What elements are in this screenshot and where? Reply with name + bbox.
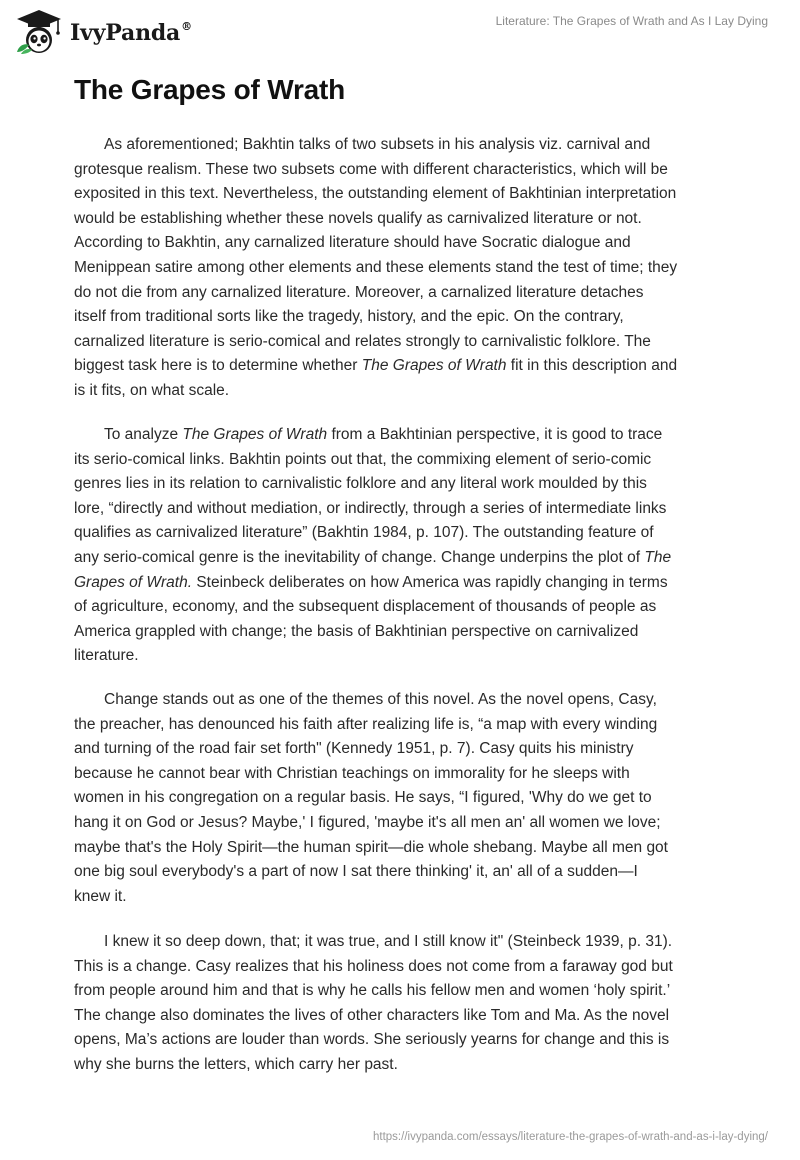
text-line: qualifies as carnivalized literature” (Bakhtin 1984, p. 107). The outstanding feature of: [74, 524, 654, 542]
text-line: from people around him and that is why he calls his fellow men and women ‘holy spirit.’: [74, 982, 671, 1000]
paragraph: [74, 930, 673, 1078]
text-line: lore, “directly and without mediation, or indirectly, through a series of intermediate links: [74, 499, 667, 517]
text-line: literature.: [74, 647, 139, 665]
text-line: one big soul everybody's a part of now I sat there thinking' it, an' all of a sudden—I: [74, 863, 638, 881]
text-line: do not die from any carnalized literature. Moreover, a carnalized literature detaches: [74, 283, 644, 301]
text-line: grotesque realism. These two subsets come with different characteristics, which will be: [74, 160, 668, 178]
text-line: carnalized literature is serio-comical and relates strongly to carnivalistic folklore. The: [74, 332, 651, 350]
text-line: exposited in this text. Nevertheless, the outstanding element of Bakhtinian interpretation: [74, 185, 677, 203]
text-line: would be establishing whether these novels qualify as carnivalized literature or not.: [74, 209, 642, 227]
text-line: opens, Ma’s actions are louder than words. She seriously yearns for change and this is: [74, 1031, 670, 1049]
text-line: biggest task here is to determine whether The Grapes of Wrath fit in this description and: [74, 357, 678, 375]
text-line: America grappled with change; the basis of Bakhtinian perspective on carnivalized: [74, 622, 639, 640]
text-line: and turning of the road fair set forth" (Kennedy 1951, p. 7). Casy quits his ministry: [74, 740, 634, 758]
text-line: of agriculture, economy, and the subsequent displacement of thousands of people as: [74, 598, 657, 616]
logo-text: IvyPanda®: [70, 19, 192, 46]
text-line: Grapes of Wrath. Steinbeck deliberates on how America was rapidly changing in terms: [74, 573, 668, 591]
text-line: knew it.: [74, 887, 127, 905]
text-line: To analyze The Grapes of Wrath from a Bakhtinian perspective, it is good to trace: [104, 426, 663, 443]
text-line: I knew it so deep down, that; it was true, and I still know it" (Steinbeck 1939, p. 31).: [104, 933, 673, 950]
text-line: genres lies in its relation to carnivalistic folklore and any literal work moulded by this: [74, 475, 647, 493]
text-line: As aforementioned; Bakhtin talks of two subsets in his analysis viz. carnival and: [104, 136, 651, 153]
registered-mark: ®: [181, 19, 192, 33]
page-header: [0, 0, 800, 60]
document-title: Literature: The Grapes of Wrath and As I Lay Dying: [495, 14, 768, 28]
paragraph: [74, 133, 677, 404]
paragraph: [74, 423, 671, 669]
text-line: According to Bakhtin, any carnalized literature should have Socratic dialogue and: [74, 234, 631, 252]
panda-graduate-icon: [14, 8, 64, 56]
text-line: why she burns the letters, which carry her past.: [74, 1055, 398, 1073]
text-line: Menippean satire among other elements and these elements stand the test of time; they: [74, 258, 678, 276]
text-line: women in his congregation on a regular basis. He says, “I figured, 'Why do we get to: [74, 789, 652, 807]
text-line: the preacher, has denounced his faith after realizing life is, “a map with every winding: [74, 715, 658, 733]
text-line: its serio-comical links. Bakhtin points out that, the commixing element of serio-comic: [74, 450, 652, 468]
source-url[interactable]: https://ivypanda.com/essays/literature-the-grapes-of-wrath-and-as-i-lay-dying/: [373, 1131, 768, 1143]
paragraph: [74, 688, 668, 909]
text-line: The change also dominates the lives of other characters like Tom and Ma. As the novel: [74, 1006, 670, 1024]
text-line: any serio-comical genre is the inevitability of change. Change underpins the plot of The: [74, 548, 672, 566]
text-line: itself from traditional sorts like the tragedy, history, and the epic. On the contrary,: [74, 308, 624, 326]
text-line: maybe that's the Holy Spirit—the human spirit—die whole shebang. Maybe all men got: [74, 838, 668, 856]
text-line: Change stands out as one of the themes of this novel. As the novel opens, Casy,: [104, 691, 657, 708]
text-line: is it fits, on what scale.: [74, 381, 230, 399]
text-line: because he cannot bear with Christian teachings on immorality for he sleeps with: [74, 764, 630, 782]
text-line: This is a change. Casy realizes that his holiness does not come from a faraway god but: [74, 957, 673, 975]
page-title: The Grapes of Wrath: [74, 74, 346, 105]
text-line: hang it on God or Jesus? Maybe,' I figured, 'maybe it's all men an' all women we love;: [74, 813, 661, 831]
logo[interactable]: [14, 8, 192, 56]
